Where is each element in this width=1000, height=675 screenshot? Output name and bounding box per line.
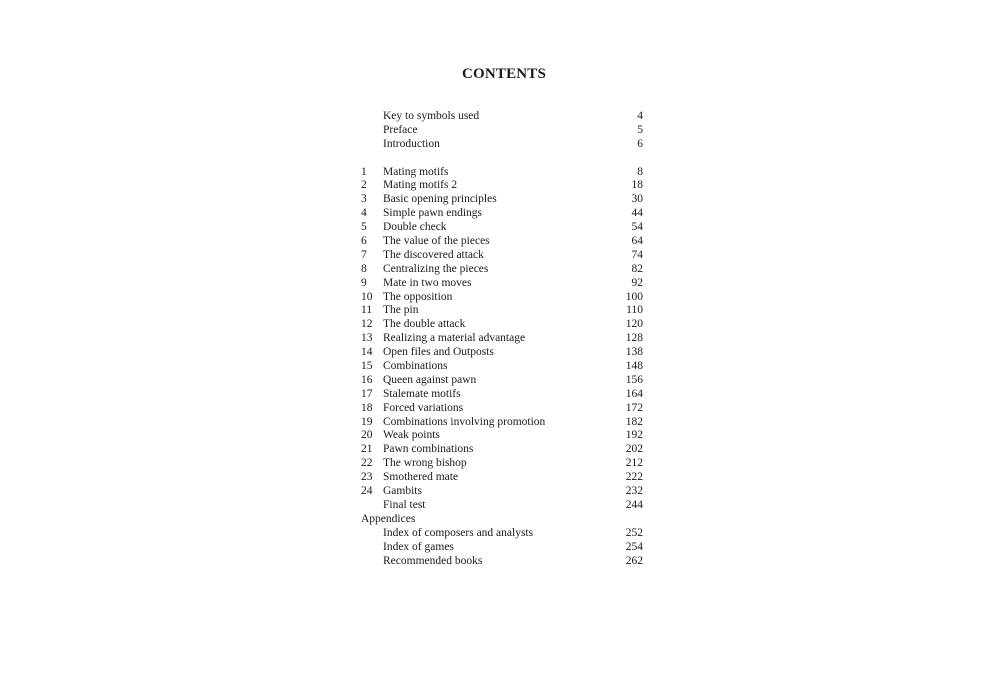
toc-entry-title: Realizing a material advantage [383,332,526,345]
toc-entry-title: Index of games [383,540,454,553]
toc-entry-page: 202 [625,443,643,456]
toc-entry-number: 5 [361,221,367,234]
toc-entry-number: 17 [361,387,373,400]
toc-entry-number: 19 [361,415,373,428]
toc-entry-title: Key to symbols used [383,110,480,122]
toc-entry-page: 4 [637,110,643,122]
toc-entry-title: The pin [383,304,419,317]
toc-entry-number: 4 [361,207,367,220]
toc-entry-page: 8 [637,165,643,178]
toc-back-matter [361,499,643,568]
toc-entry-title: Open files and Outposts [383,346,494,359]
toc-entry-number: 21 [361,443,373,456]
toc-entry-title: Pawn combinations [383,443,474,456]
toc-entry [361,193,643,207]
toc-entry-number: 24 [361,484,373,497]
toc-entry [361,277,643,291]
toc-entry [361,457,643,471]
toc-entry-page: 18 [631,179,643,192]
toc-entry-number: 10 [361,290,373,303]
toc-entry-title: Centralizing the pieces [383,262,489,275]
toc-entry [361,541,643,555]
toc-entry-title: The double attack [383,318,466,331]
toc-appendices-heading [361,513,643,527]
toc-entry-page: 138 [625,346,643,359]
toc-entry-page: 54 [631,221,643,234]
toc-entry [361,443,643,457]
toc-entry [361,249,643,263]
page-title: CONTENTS [461,66,547,82]
toc-entry-page: 212 [625,457,643,470]
toc-entry [361,346,643,360]
toc-entry-title: Preface [383,123,418,136]
toc-entry-title: The discovered attack [383,248,484,261]
toc-appendices [361,527,643,569]
toc-entry-title: Queen against pawn [383,373,477,386]
toc-entry-title: Basic opening principles [383,193,497,206]
toc-entry-page: 100 [625,290,643,303]
toc-entry-number: 8 [361,262,367,275]
toc-entry [361,235,643,249]
toc-entry-title: Introduction [383,137,440,150]
toc-entry [361,416,643,430]
toc-entry-number: 18 [361,401,373,414]
toc-front-matter [361,110,643,152]
toc-entry-page: 6 [637,137,643,150]
toc-entry-title: The value of the pieces [383,234,490,247]
toc-entry-page: 252 [625,526,643,539]
toc-entry-final-test [361,499,643,513]
toc-entry-title: Mate in two moves [383,276,472,289]
toc-entry-title: Smothered mate [383,471,459,484]
toc-entry [361,388,643,402]
toc-entry-page: 262 [625,554,643,567]
toc-entry-number: 23 [361,471,373,484]
toc-entry-page: 222 [625,471,643,484]
toc-entry-number: 2 [361,179,367,192]
toc-entry-page: 148 [625,359,643,372]
toc-entry [361,527,643,541]
toc-entry [361,207,643,221]
toc-entry-number: 7 [361,248,367,261]
toc-entry [361,374,643,388]
toc-entry-page: 92 [631,276,643,289]
toc-entry-title: Final test [383,499,426,511]
toc-entry-number: 15 [361,359,373,372]
toc-entry [361,471,643,485]
toc-entry-title: Combinations involving promotion [383,415,546,428]
toc-entry-title: Mating motifs [383,165,449,178]
appendices-heading: Appendices [361,512,416,525]
toc-entry [361,332,643,346]
toc-entry-number: 3 [361,193,367,206]
toc-entry [361,555,643,569]
toc-entry [361,360,643,374]
toc-entry [361,166,643,180]
toc-entry-title: Recommended books [383,554,483,567]
toc-entry-title: Weak points [383,429,440,442]
toc-entry [361,124,643,138]
toc-entry-number: 13 [361,332,373,345]
toc-entry [361,318,643,332]
toc-entry-number: 14 [361,346,373,359]
toc-entry-title: Index of composers and analysts [383,526,534,539]
toc-entry-number: 6 [361,234,367,247]
toc-chapters [361,166,643,499]
toc-entry [361,110,643,124]
toc-entry-page: 30 [631,193,643,206]
toc-entry-page: 120 [625,318,643,331]
toc-entry [361,138,643,152]
toc-entry-title: Mating motifs 2 [383,179,458,192]
toc-entry-title: The opposition [383,290,453,303]
toc-entry-page: 82 [631,262,643,275]
toc-entry-number: 22 [361,457,373,470]
toc-entry-page: 74 [631,248,643,261]
toc-entry [361,291,643,305]
toc-entry-page: 64 [631,234,643,247]
toc-entry-page: 232 [625,484,643,497]
toc-entry-number: 16 [361,373,373,386]
toc-entry-title: Combinations [383,359,448,372]
toc-entry-page: 182 [625,415,643,428]
toc-entry-page: 164 [625,387,643,400]
toc-entry-title: Forced variations [383,401,464,414]
toc-entry-number: 1 [361,165,367,178]
toc-entry-number: 11 [361,304,373,317]
toc-entry-number: 9 [361,276,367,289]
toc-entry-page: 192 [625,429,643,442]
toc-entry-title: Double check [383,221,447,234]
toc-entry-page: 156 [625,373,643,386]
toc-entry-page: 172 [625,401,643,414]
toc-entry-number: 20 [361,429,373,442]
toc-entry [361,221,643,235]
toc-entry-title: The wrong bishop [383,457,467,470]
toc-entry-number: 12 [361,318,373,331]
toc-entry-page: 254 [625,540,643,553]
toc-entry [361,179,643,193]
toc-entry [361,402,643,416]
toc-entry-page: 128 [625,332,643,345]
toc-entry-page: 110 [626,304,643,317]
toc-entry-title: Gambits [383,484,422,497]
toc-entry-title: Stalemate motifs [383,387,461,400]
toc-entry-page: 44 [631,207,643,220]
toc-entry [361,429,643,443]
toc-entry [361,304,643,318]
toc-entry [361,485,643,499]
toc-entry-title: Simple pawn endings [383,207,483,220]
toc-entry-page: 5 [637,123,643,136]
toc-entry [361,263,643,277]
toc-entry-page: 244 [625,499,643,511]
